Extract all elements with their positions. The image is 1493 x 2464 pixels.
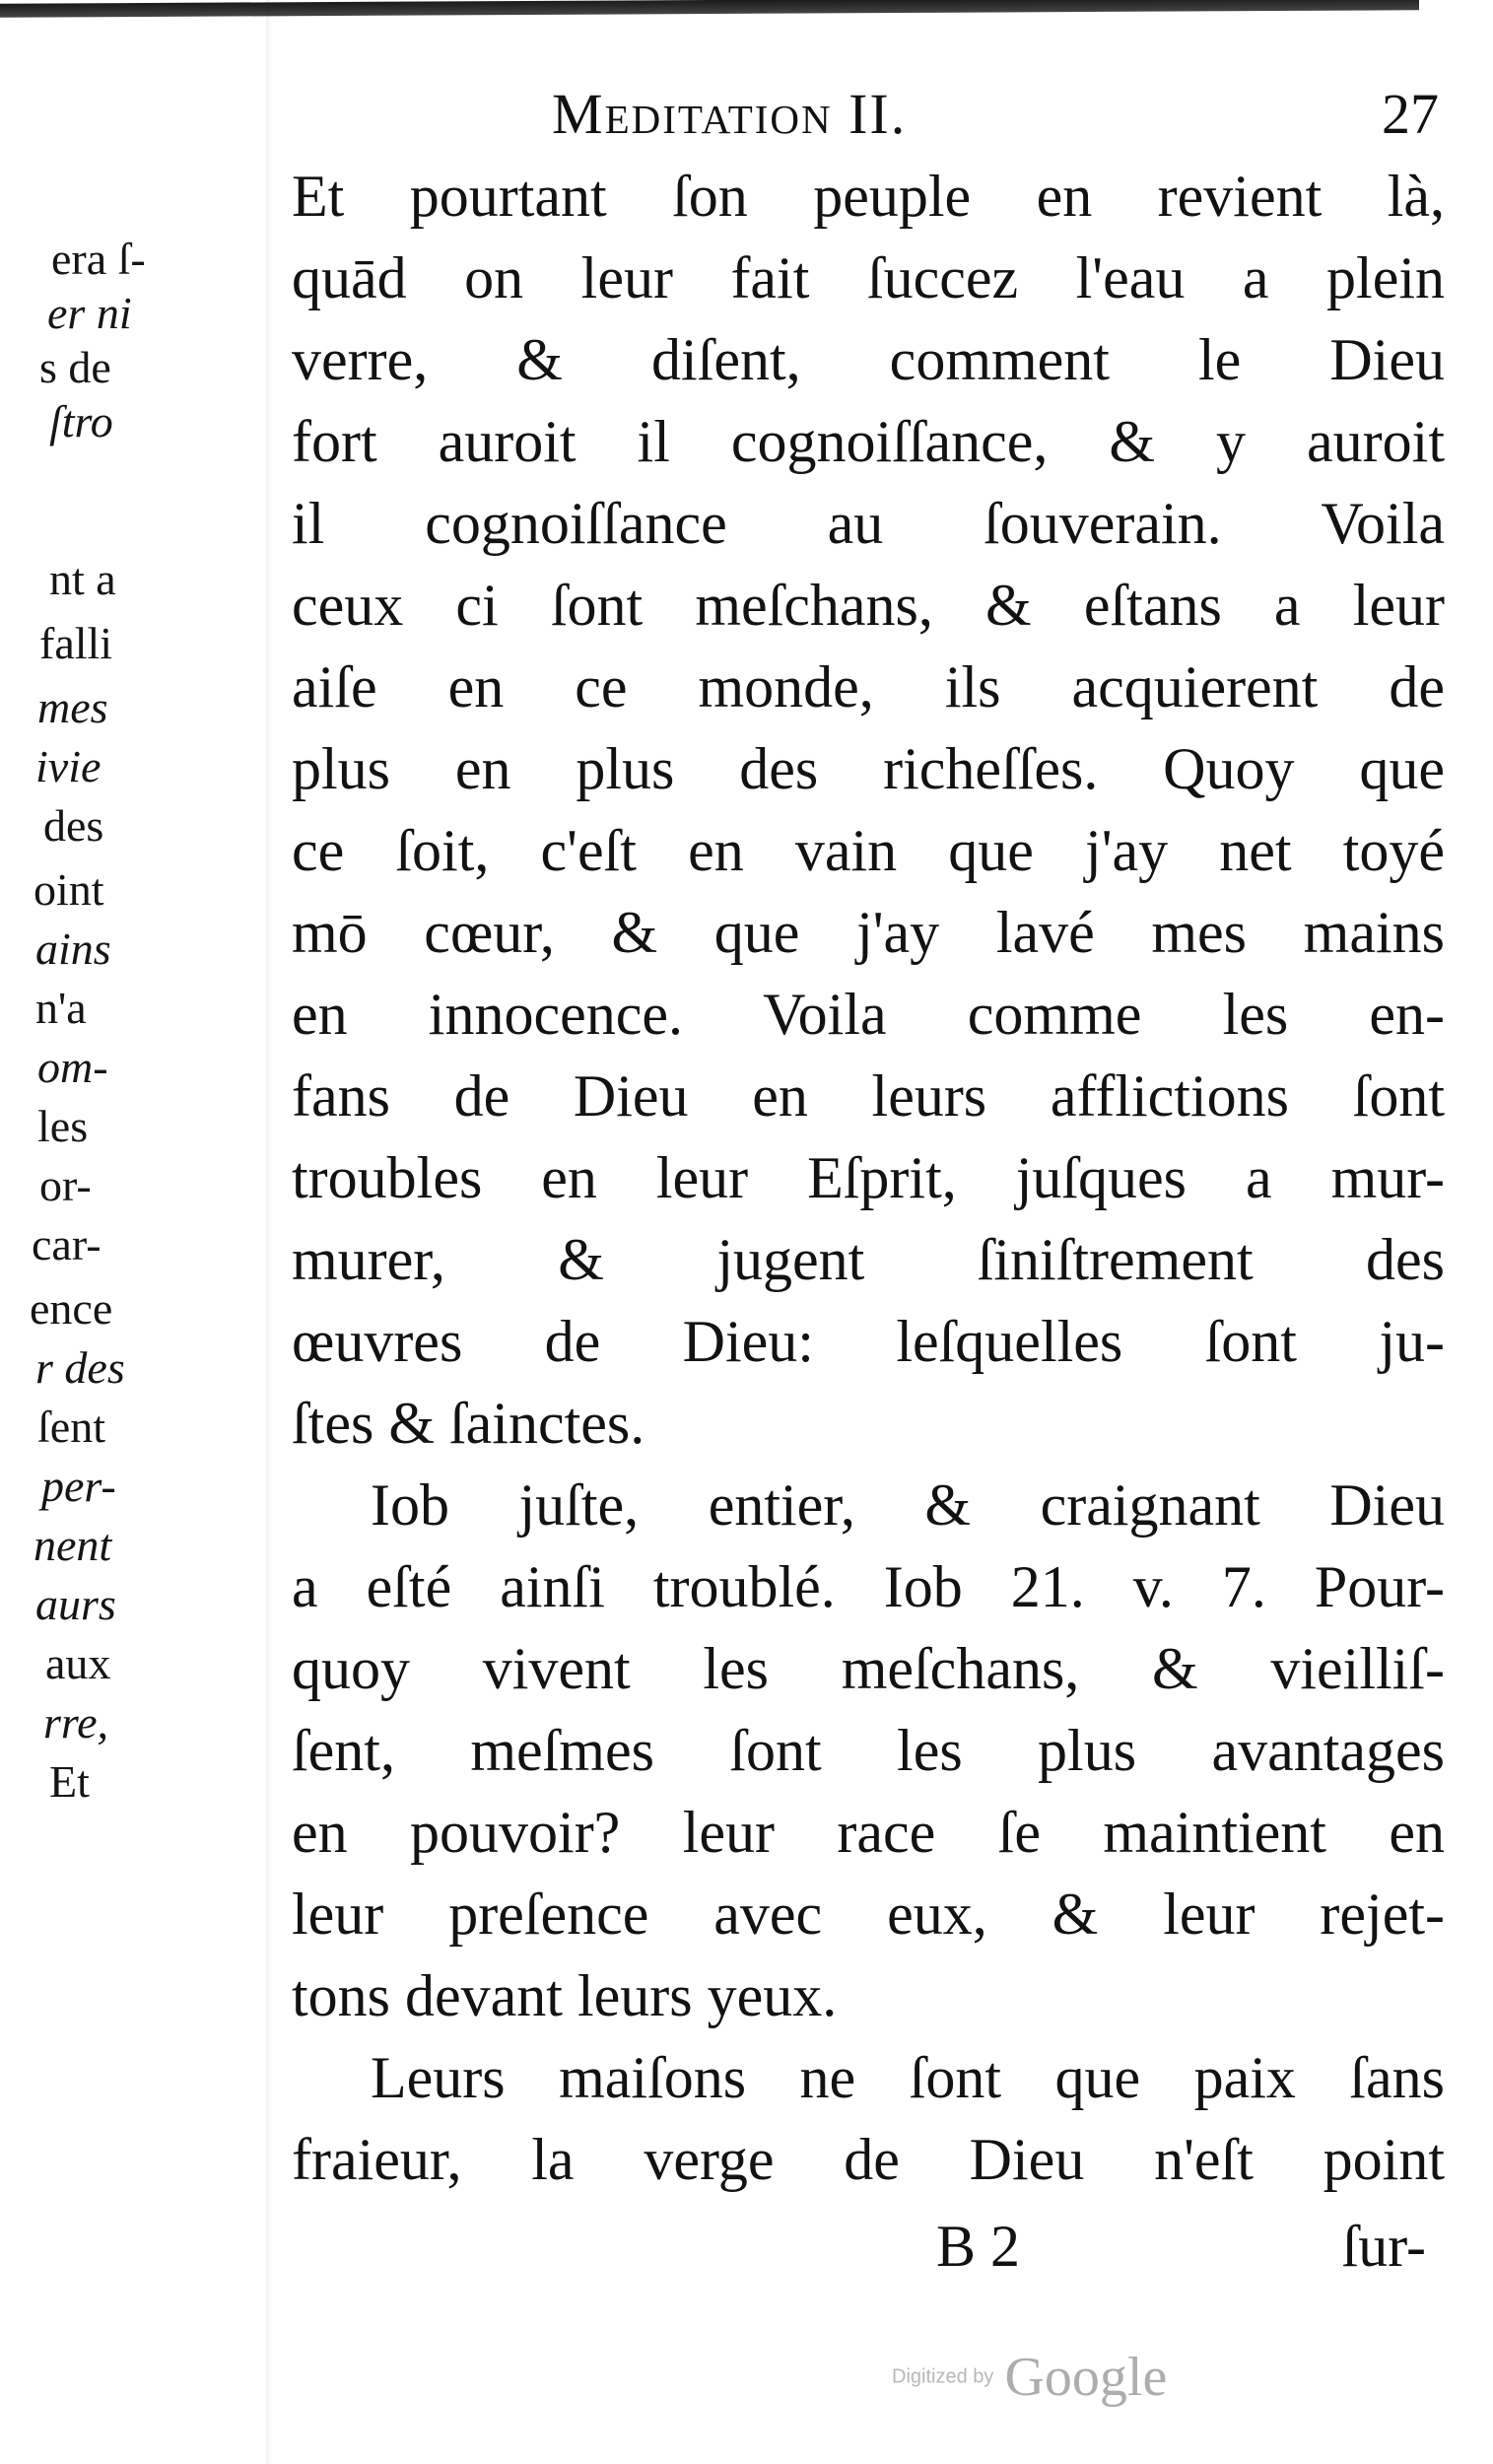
catchword: ſur- [1341,2214,1426,2279]
left-fragment: aux [45,1638,111,1688]
text-line: œuvres de Dieu: leſquelles ſont ju- [292,1309,1445,1374]
text-line: fort auroit il cognoiſſance, & y auroit [292,409,1445,474]
text-line: il cognoiſſance au ſouverain. Voila [292,491,1445,556]
text-line: fraieur, la verge de Dieu n'eſt point [292,2127,1445,2192]
book-gutter [266,0,272,2464]
text-line: plus en plus des richeſſes. Quoy que [292,736,1445,801]
text-line: fans de Dieu en leurs afflictions ſont [292,1063,1445,1129]
left-fragment: r des [35,1342,125,1393]
running-head [552,81,1439,150]
text-line: ſent, meſmes ſont les plus avantages [292,1718,1445,1783]
text-line: quād on leur fait ſuccez l'eau a plein [292,245,1445,310]
left-fragment: ence [30,1283,113,1334]
text-line: ſtes & ſainctes. [292,1391,645,1456]
text-line: en innocence. Voila comme les en- [292,982,1445,1047]
body-text [292,156,1445,2201]
text-line: quoy vivent les meſchans, & vieilliſ- [292,1636,1445,1701]
left-fragment: car- [32,1219,102,1269]
left-fragment: rre, [43,1697,109,1747]
text-line: tons devant leurs yeux. [292,1963,838,2028]
digitization-watermark [892,2346,1168,2408]
left-fragment: er ni [47,288,132,338]
text-line: aiſe en ce monde, ils acquierent de [292,654,1445,719]
left-fragment: oint [34,864,104,915]
text-line: troubles en leur Eſprit, juſques a mur- [292,1145,1445,1210]
left-fragment: mes [37,682,108,732]
left-fragment: ivie [35,741,102,791]
left-fragment: om- [37,1042,108,1092]
text-line: murer, & jugent ſiniſtrement des [292,1227,1445,1292]
paragraph-first-line: Leurs maiſons ne ſont que paix ſans [371,2045,1445,2110]
text-line: en pouvoir? leur race ſe maintient en [292,1800,1445,1865]
left-fragment: ſent [37,1402,105,1452]
text-line: a eſté ainſi troublé. Iob 21. v. 7. Pour- [292,1554,1445,1619]
left-fragment: or- [39,1160,92,1210]
page-number: 27 [1382,82,1439,146]
signature-mark: B 2 [936,2214,1021,2279]
left-fragment: les [37,1101,89,1151]
left-fragment: ains [35,924,111,974]
text-line: leur preſence avec eux, & leur rejet- [292,1882,1445,1947]
left-fragment: nent [34,1520,112,1570]
text-line: mō cœur, & que j'ay lavé mes mains [292,900,1445,965]
text-line: verre, & diſent, comment le Dieu [292,327,1445,392]
paragraph-first-line: Iob juſte, entier, & craignant Dieu [371,1472,1445,1538]
page-top-edge [0,0,1419,18]
left-fragment: des [43,800,104,851]
adjacent-page-fragments [0,237,148,2365]
text-line: Et pourtant ſon peuple en revient là, [292,164,1445,229]
text-line: ce ſoit, c'eſt en vain que j'ay net toyé [292,818,1445,883]
watermark-logo: Google [1004,2347,1168,2408]
left-fragment: ſtro [49,396,113,446]
left-fragment: s de [39,342,111,392]
left-fragment: n'a [35,983,87,1033]
left-fragment: aurs [35,1579,116,1629]
running-head-title: Meditation II. [552,82,908,146]
left-fragment: era ſ- [51,237,146,284]
left-fragment: Et [49,1756,90,1807]
watermark-prefix: Digitized by [892,2365,994,2388]
left-fragment: per- [41,1461,116,1511]
left-fragment: nt a [49,554,116,604]
text-line: ceux ci ſont meſchans, & eſtans a leur [292,573,1445,638]
left-fragment: falli [39,618,113,668]
